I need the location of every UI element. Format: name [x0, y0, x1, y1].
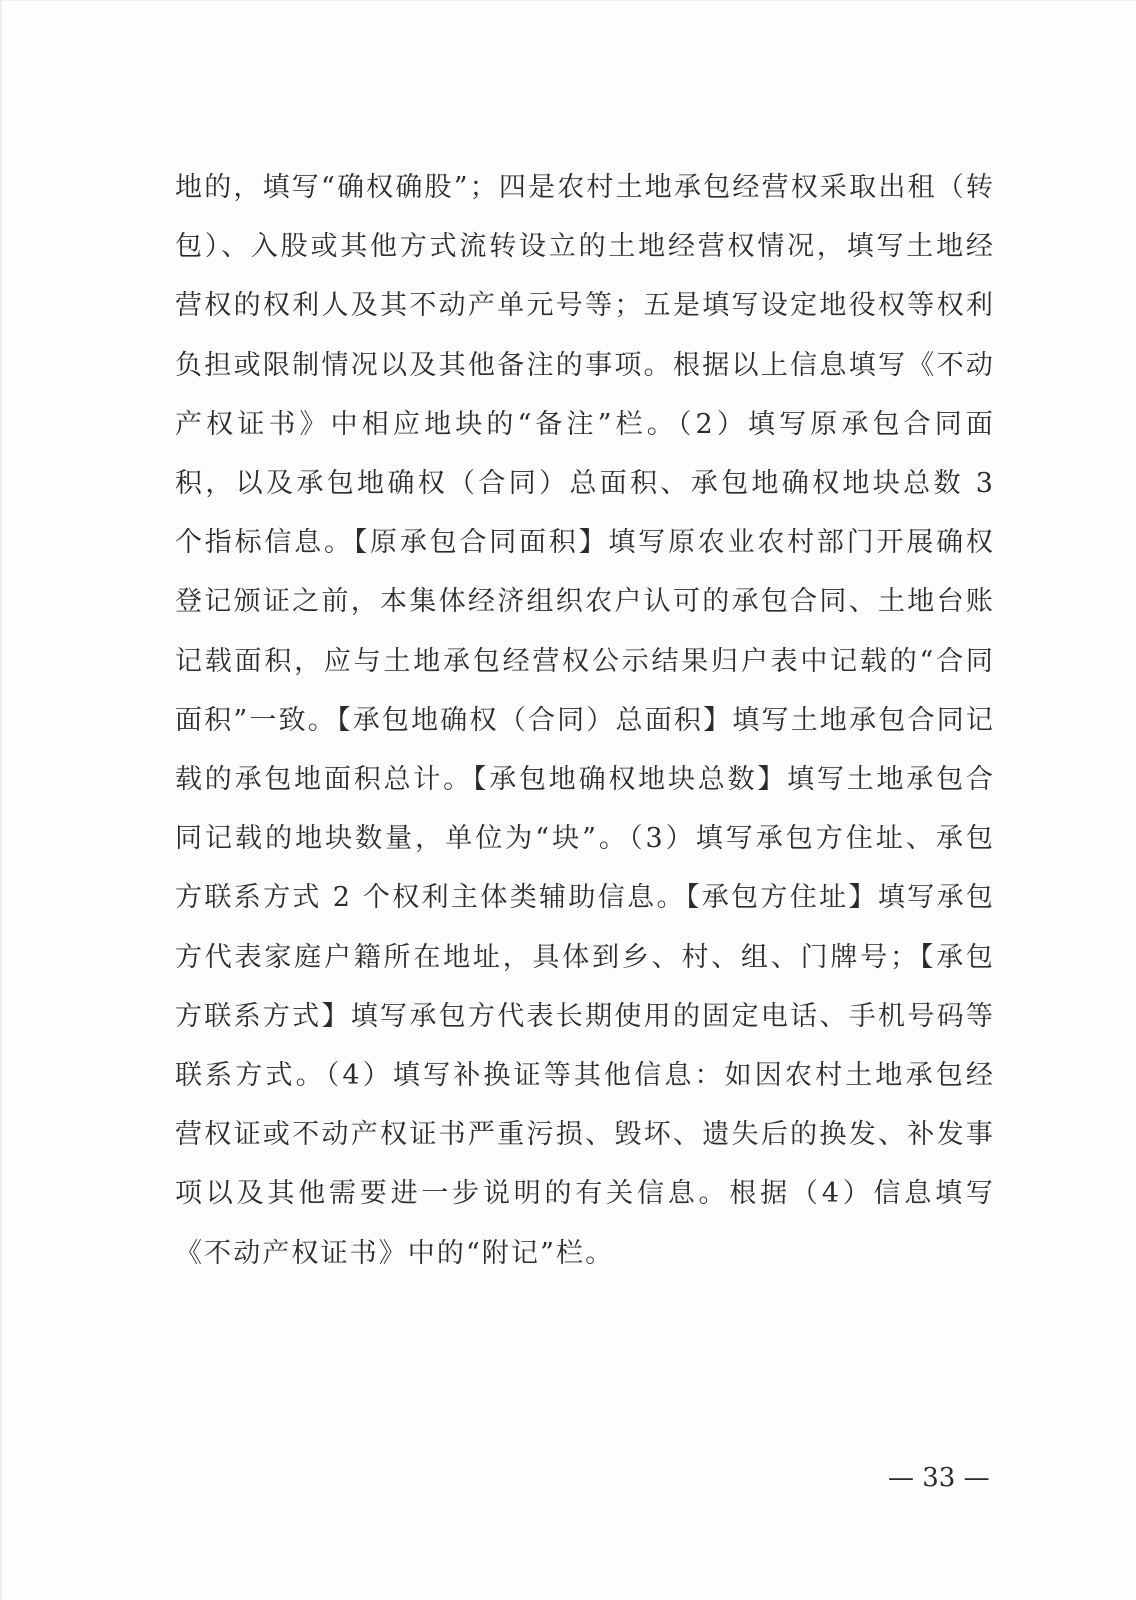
- term-contractor-contact: 【承包方联系方式】: [175, 941, 996, 1032]
- text-segment-4: 填写土地承包合同记载的承包地面积总计。: [175, 704, 995, 796]
- page-number: — 33 —: [888, 1463, 990, 1493]
- scan-edge-top: [0, 0, 1136, 1]
- term-original-contract-area: 【原承包合同面积】: [353, 527, 609, 559]
- text-segment-7: 填写承包方代表家庭户籍所在地址，具体到乡、村、组、门牌号；: [175, 882, 996, 973]
- text-segment-3: 填写原农业农村部门开展确权登记颁证之前，本集体经济组织农户认可的承包合同、土地台账记载面积，应与土地承包经营权公示结果归户表中记载的“合同面积”一致。: [175, 527, 995, 736]
- text-segment-5: 填写土地承包合同记载的地块数量，单位为“块”。: [175, 764, 995, 855]
- text-segment-6: （3）填写承包方住址、承包方联系方式 2 个权利主体类辅助信息。: [175, 823, 995, 914]
- term-total-plot-count: 【承包地确权地块总数】: [472, 764, 788, 796]
- text-segment-8: 填写承包方代表长期使用的固定电话、手机号码等联系方式。: [175, 1000, 995, 1092]
- term-contractor-address: 【承包方住址】: [685, 882, 878, 914]
- term-total-contracted-area: 【承包地确权（合同）总面积】: [337, 704, 733, 736]
- scan-edge-left: [0, 0, 2, 1600]
- text-segment-9: （4）填写补换证等其他信息：如因农村土地承包经营权证或不动产权证书严重污损、毁坏、遗失后的换发、补发事项以及其他需要进一步说明的有关信息。根据（4）信息填写《不动产权证书》中的“附记”栏。: [175, 1060, 995, 1269]
- text-segment-1: 地的，填写“确权确股”；四是农村土地承包经营权采取出租（转包）、入股或其他方式流转设立的土地经营权情况，填写土地经营权的权利人及其不动产单元号等；五是填写设定地役权等权利负担或限制情况以及其他备注的事项。根据以上信息填写《不动产权证书》中相应地块的“备注”栏。: [175, 172, 995, 440]
- body-paragraph: [175, 158, 995, 1283]
- text-segment-2: （2）填写原承包合同面积，以及承包地确权（合同）总面积、承包地确权地块总数 3 个指标信息。: [175, 408, 996, 559]
